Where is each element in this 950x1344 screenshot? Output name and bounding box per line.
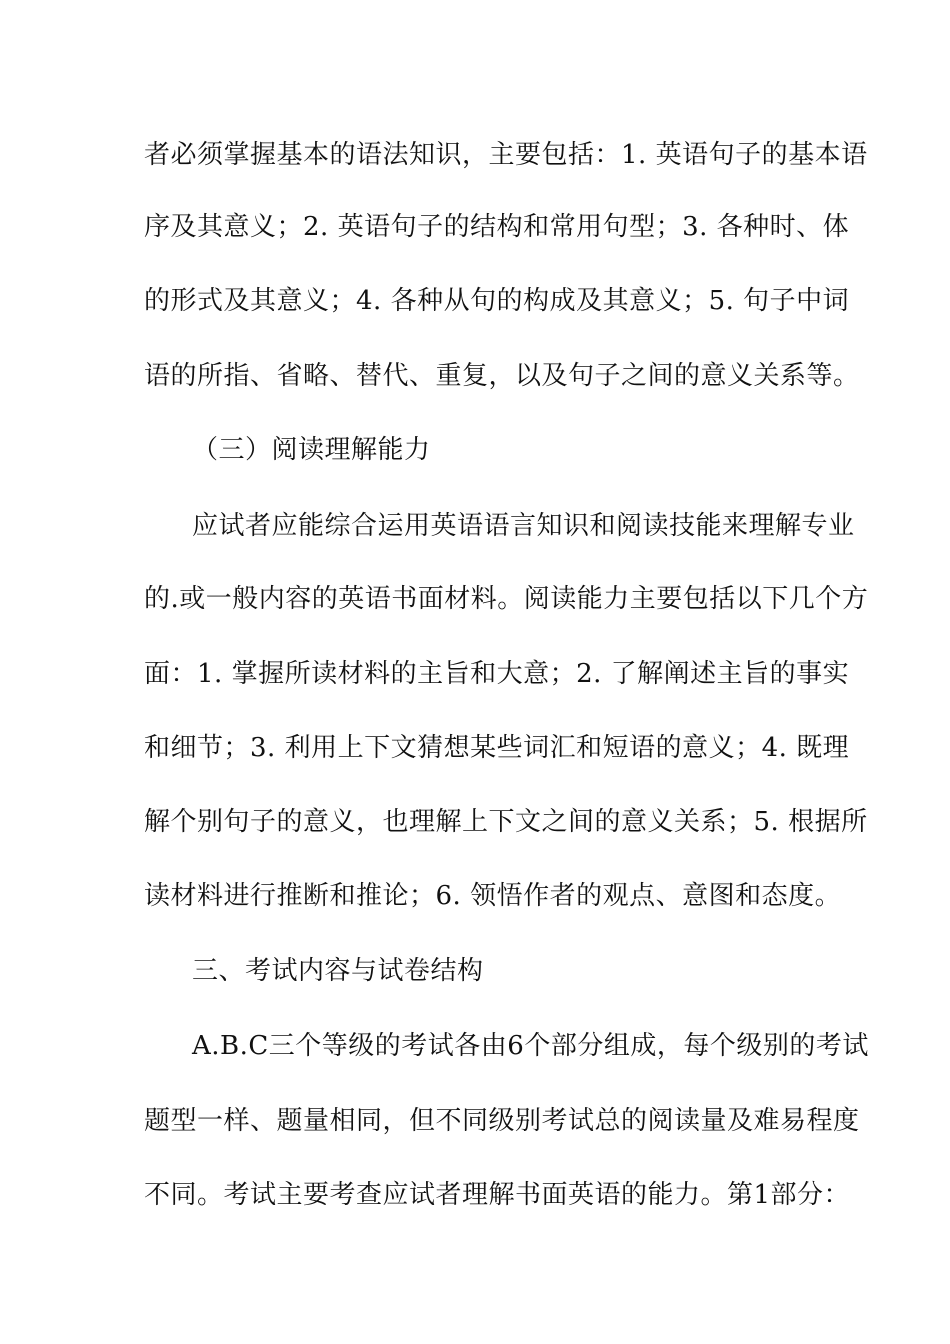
paragraph-line: 和细节；3. 利用上下文猜想某些词汇和短语的意义；4. 既理 (144, 733, 850, 763)
paragraph-line: 面：1. 掌握所读材料的主旨和大意；2. 了解阐述主旨的事实 (144, 659, 850, 689)
paragraph-line: 应试者应能综合运用英语语言知识和阅读技能来理解专业 (192, 511, 855, 541)
section-heading-exam-structure: 三、考试内容与试卷结构 (192, 956, 484, 986)
section-heading-reading: （三）阅读理解能力 (192, 435, 431, 465)
paragraph-line: 题型一样、题量相同，但不同级别考试总的阅读量及难易程度 (144, 1106, 860, 1136)
paragraph-line: 解个别句子的意义，也理解上下文之间的意义关系；5. 根据所 (144, 807, 868, 837)
paragraph-line: 不同。考试主要考查应试者理解书面英语的能力。第1部分： (144, 1180, 851, 1210)
paragraph-line: 序及其意义；2. 英语句子的结构和常用句型；3. 各种时、体 (144, 212, 850, 242)
paragraph-line: A.B.C三个等级的考试各由6个部分组成，每个级别的考试 (192, 1031, 869, 1061)
paragraph-line: 的形式及其意义；4. 各种从句的构成及其意义；5. 句子中词 (144, 286, 850, 316)
paragraph-line: 语的所指、省略、替代、重复，以及句子之间的意义关系等。 (144, 361, 860, 391)
paragraph-line: 的.或一般内容的英语书面材料。阅读能力主要包括以下几个方 (144, 584, 869, 614)
paragraph-line: 者必须掌握基本的语法知识，主要包括：1. 英语句子的基本语 (144, 140, 868, 170)
paragraph-line: 读材料进行推断和推论；6. 领悟作者的观点、意图和态度。 (144, 881, 842, 911)
